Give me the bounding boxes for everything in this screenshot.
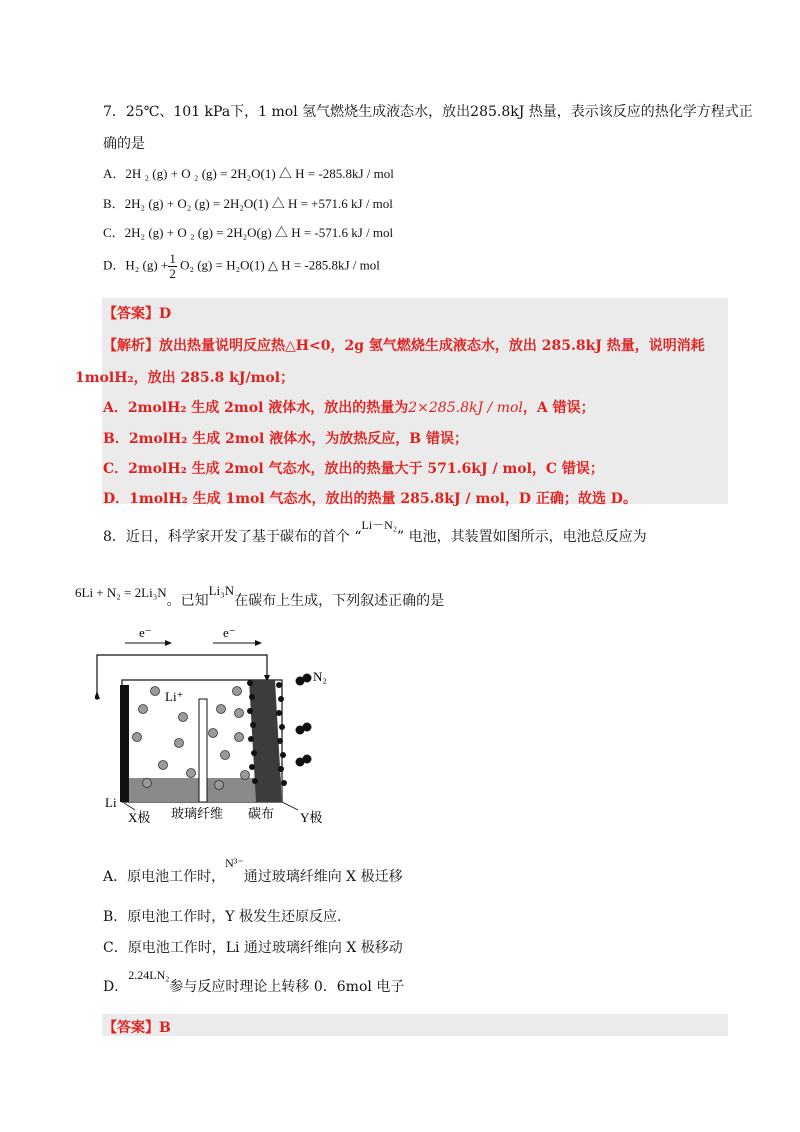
q7-option-a: A．2H ₂ (g) + O ₂ (g) = 2H₂O(1) △ H = -285.8kJ / mol xyxy=(103,166,394,181)
label-x-electrode: X极 xyxy=(128,810,151,825)
q7-stem-line2: 确的是 xyxy=(103,136,145,152)
q8-answer-label: 【答案】 xyxy=(103,1020,159,1036)
label-li: Li xyxy=(105,795,117,810)
q7-analysis-d: D．1molH₂ 生成 1mol 气态水，放出的热量 285.8kJ / mol，D 正确；故选 D。 xyxy=(103,491,637,507)
li-electrode xyxy=(120,685,129,802)
q7-answer xyxy=(103,303,171,323)
li-ion-particles xyxy=(133,687,250,790)
q8-option-d-formula: 2.24LN₂ xyxy=(128,968,170,982)
q8-option-d-suffix: 参与反应时理论上转移 0．6mol 电子 xyxy=(169,979,405,995)
label-glass-fiber: 玻璃纤维 xyxy=(171,806,224,821)
q7-analysis-a-prefix: A．2molH₂ 生成 2mol 液体水，放出的热量为 xyxy=(103,400,409,416)
label-y-electrode: Y极 xyxy=(300,810,323,825)
q7-answer-label: 【答案】 xyxy=(103,306,159,322)
q8-option-a xyxy=(103,856,403,886)
q8-reaction xyxy=(75,583,445,610)
q8-option-d-prefix: D． xyxy=(103,979,129,995)
q7-analysis-line2: 1molH₂，放出 285.8 kJ/mol； xyxy=(75,370,295,386)
q7-option-d-frac-den: 2 xyxy=(169,266,176,281)
q7-stem-line1: 7．25℃、101 kPa下，1 mol 氢气燃烧生成液态水，放出285.8kJ 热量，表示该反应的热化学方程式正 xyxy=(103,104,753,120)
li-ion-label: Li⁺ xyxy=(165,689,184,704)
electron-label-right: e⁻ xyxy=(223,625,236,640)
label-carbon-cloth: 碳布 xyxy=(248,806,275,821)
q8-stem-formula: Li－N₂ xyxy=(361,518,398,532)
q8-answer-value: B xyxy=(159,1020,171,1036)
n2-label: N₂ xyxy=(313,669,327,684)
q7-option-d xyxy=(103,252,380,281)
q8-option-a-ion: N³⁻ xyxy=(225,856,244,870)
electron-label-left: e⁻ xyxy=(139,625,152,640)
q8-option-a-prefix: A．原电池工作时， xyxy=(103,869,226,885)
q7-option-d-fraction xyxy=(168,252,177,281)
battery-diagram xyxy=(95,625,375,830)
q7-option-d-prefix: D．H₂ (g) + xyxy=(103,257,169,273)
q7-option-b: B．2H₂ (g) + O₂ (g) = 2H₂O(1) △ H = +571.6 kJ / mol xyxy=(103,196,393,211)
q8-reaction-mid: 。已知 xyxy=(166,593,209,609)
q7-analysis-a xyxy=(103,397,595,417)
q7-analysis-a-suffix: ，A 错误； xyxy=(522,400,595,416)
q8-option-a-suffix: 通过玻璃纤维向 X 极迁移 xyxy=(243,869,403,885)
q8-answer-panel xyxy=(102,1014,728,1036)
q8-option-c: C．原电池工作时，Li 通过玻璃纤维向 X 极移动 xyxy=(103,940,403,956)
q7-option-d-frac-num: 1 xyxy=(169,251,176,266)
q8-stem-prefix: 8．近日，科学家开发了基于碳布的首个 “ xyxy=(103,529,362,545)
q7-option-d-suffix: O₂ (g) = H₂O(1) △ H = -285.8kJ / mol xyxy=(176,257,380,273)
q7-analysis-line1 xyxy=(103,335,705,355)
q7-analysis-c: C．2molH₂ 生成 2mol 气态水，放出的热量大于 571.6kJ / mol，C 错误； xyxy=(103,461,604,477)
q8-reaction-equation: 6Li + N₂ = 2Li₃N xyxy=(75,585,167,600)
q8-option-d xyxy=(103,968,405,996)
q8-answer xyxy=(103,1017,171,1037)
q8-stem-suffix: ” 电池，其装置如图所示，电池总反应为 xyxy=(397,529,647,545)
q7-analysis-a-formula: 2×285.8kJ / mol xyxy=(408,400,523,416)
q7-answer-value: D xyxy=(159,306,172,322)
n2-molecules xyxy=(296,674,312,767)
q7-option-c: C．2H₂ (g) + O ₂ (g) = 2H₂O(g) △ H = -571.6 kJ / mol xyxy=(103,225,394,240)
glass-fiber xyxy=(199,699,207,802)
q8-option-b: B．原电池工作时，Y 极发生还原反应. xyxy=(103,909,342,925)
q8-reaction-product: Li₃N xyxy=(208,583,235,598)
q7-analysis-label: 【解析】 xyxy=(103,338,159,354)
q7-analysis-text1: 放出热量说明反应热△H<0，2g 氢气燃烧生成液态水，放出 285.8kJ 热量，说明消耗 xyxy=(159,338,705,354)
q8-stem xyxy=(103,518,647,546)
q8-reaction-tail: 在碳布上生成，下列叙述正确的是 xyxy=(234,593,445,609)
q7-analysis-b: B．2molH₂ 生成 2mol 液体水，为放热反应，B 错误； xyxy=(103,431,468,447)
